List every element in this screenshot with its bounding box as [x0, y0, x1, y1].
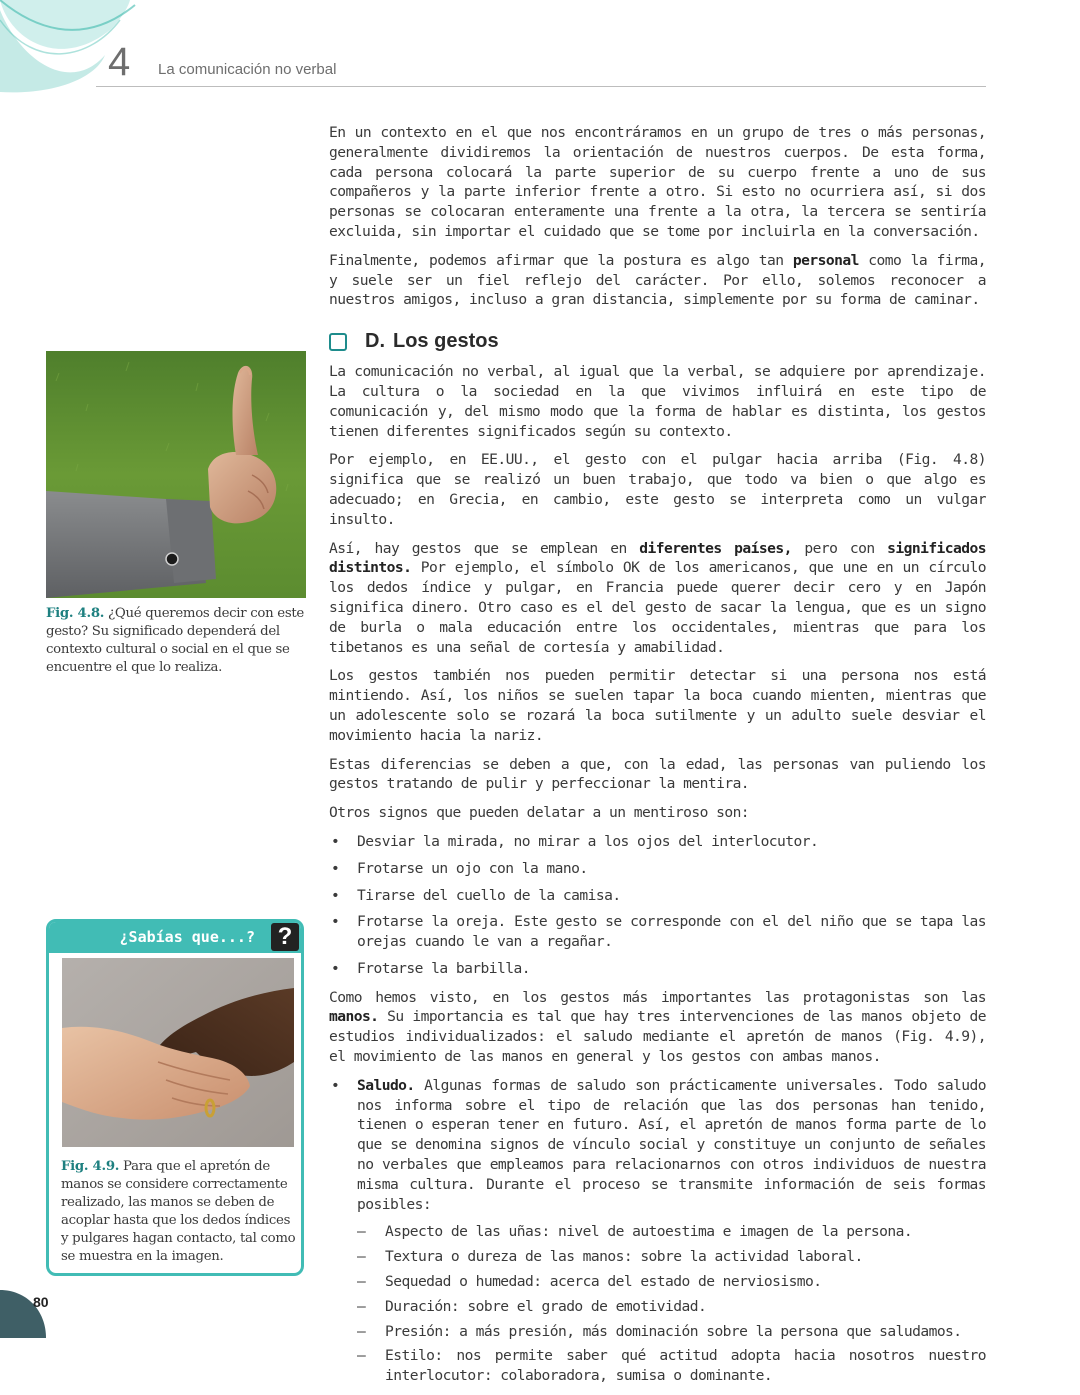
- list-item: – Duración: sobre el grado de emotividad.: [357, 1297, 707, 1315]
- bullet-icon: •: [331, 913, 340, 931]
- gestos-paragraph-4: Los gestos también nos pueden permitir detectar si una persona nos está mintiendo. Así, los niños se suelen tapar la boca cuando mienten, mientras que un adolescente solo se rozará la boca sutilmente y un adulto suele desviar el movimiento hacia la nariz.: [329, 667, 986, 744]
- gestos-paragraph-6: Otros signos que pueden delatar a un mentiroso son:: [329, 804, 750, 822]
- list-item: – Presión: a más presión, más dominación sobre la persona que saludamos.: [357, 1322, 962, 1340]
- page-number: 80: [33, 1294, 49, 1310]
- gestos-paragraph-5: Estas diferencias se deben a que, con la edad, las personas van puliendo los gestos tratando de pulir y perfeccionar la mentira.: [329, 755, 986, 793]
- list-item: • Frotarse la oreja. Este gesto se corresponde con el del niño que se tapa las orejas cuando le van a regañar.: [331, 913, 986, 951]
- list-item: • Frotarse un ojo con la mano.: [331, 859, 588, 877]
- dash-icon: –: [357, 1347, 366, 1365]
- bullet-icon: •: [331, 959, 340, 977]
- sabias-que-header: [49, 922, 301, 953]
- list-item: – Estilo: nos permite saber qué actitud adopta hacia nosotros nuestro interlocutor: colaboradora, sumisa o dominante.: [357, 1347, 986, 1385]
- dash-icon: –: [357, 1223, 366, 1241]
- bullet-icon: •: [331, 886, 340, 904]
- postura-paragraph: Finalmente, podemos afirmar que la postura es algo tan personal como la firma, y suele ser un fiel reflejo del carácter. Por ello, solemos reconocer a nuestros amigos, incluso a gran distancia, simplemente por su forma de caminar.: [329, 251, 986, 309]
- figure-4-8-caption: Fig. 4.8. ¿Qué queremos decir con este gesto? Su significado dependerá del contexto cultural o social en el que se encuentre el que lo realiza.: [46, 606, 304, 675]
- gestos-paragraph-2: Por ejemplo, en EE.UU., el gesto con el pulgar hacia arriba (Fig. 4.8) significa que se realizó un buen trabajo, que todo va bien o que algo es adecuado; en Grecia, en cambio, este gesto se interpreta como un vulgar insulto.: [329, 451, 986, 528]
- main-text-column: [329, 123, 986, 1395]
- bullet-icon: •: [331, 859, 340, 877]
- dash-icon: –: [357, 1248, 366, 1266]
- bullet-icon: •: [331, 1076, 340, 1094]
- list-item: • Desviar la mirada, no mirar a los ojos del interlocutor.: [331, 832, 819, 850]
- gestos-paragraph-3: Así, hay gestos que se emplean en diferentes países, pero con significados distintos. Por ejemplo, el símbolo OK de los americanos, que une en un círculo los dedos índice y pulgar, en Francia puede querer decir cero y en Japón significa dinero. Otro caso es el del gesto de sacar la lengua, que es un signo de burla o mala educación entre los occidentales, mientras que para los tibetanos es una señal de cortesía y amabilidad.: [329, 539, 986, 656]
- section-checkbox-icon: [329, 333, 347, 351]
- list-item: – Sequedad o humedad: acerca del estado de nerviosismo.: [357, 1273, 822, 1291]
- mentiroso-signs-list: [329, 832, 986, 979]
- dash-icon: –: [357, 1322, 366, 1340]
- chapter-title: La comunicación no verbal: [158, 61, 337, 78]
- bullet-icon: •: [331, 832, 340, 850]
- handshake-photo: [62, 958, 294, 1147]
- section-heading: [329, 328, 986, 356]
- list-item: • Tirarse del cuello de la camisa.: [331, 886, 621, 904]
- gestos-paragraph-1: La comunicación no verbal, al igual que la verbal, se adquiere por aprendizaje. La cultura o la sociedad en la que vivimos influirá en este tipo de comunicación y, del mismo modo que la forma de hablar es distinta, los gestos tienen diferentes significados según su contexto.: [329, 363, 986, 440]
- list-item: – Textura o dureza de las manos: sobre la actividad laboral.: [357, 1248, 863, 1266]
- saludo-sublist: [357, 1222, 986, 1386]
- manos-paragraph: Como hemos visto, en los gestos más importantes las protagonistas son las manos. Su importancia es tal que hay tres intervenciones de las manos objeto de estudios individualizados: el saludo mediante el apretón de manos (Fig. 4.9), el movimiento de las manos en general y los gestos con ambas manos.: [329, 988, 986, 1066]
- intro-paragraph: En un contexto en el que nos encontráramos en un grupo de tres o más personas, generalmente dividiremos la orientación de nuestros cuerpos. De esta forma, cada persona colocará la parte superior de su cuerpo frente a uno de sus compañeros y la parte inferior frente a otro. Si esto no ocurriera así, si dos personas se colocaran enteramente una frente a la otra, la tercera se sentiría excluida, sin importar el cuidado que se tome por incluirla en la conversación.: [329, 124, 986, 240]
- dash-icon: –: [357, 1273, 366, 1291]
- section-title: Los gestos: [393, 330, 499, 353]
- chapter-number: 4: [108, 40, 131, 84]
- saludo-list: [329, 1076, 986, 1386]
- sabias-que-box: [46, 919, 304, 1276]
- sabias-que-title: ¿Sabías que...?: [119, 928, 255, 946]
- list-item: • Saludo. Algunas formas de saludo son prácticamente universales. Todo saludo nos informa sobre el tipo de relación que las dos personas han tenido, tienen o esperan tener en futuro. Así, el apretón de manos forma parte de lo que se denomina signos de vínculo social y constituye un conjunto de señales no verbales que empleamos para relacionarnos con otros individuos de nuestra misma cultura. Durante el proceso se transmite información de seis formas posibles: – Aspecto de las uñas: nivel de autoestima e imagen de la persona. – Textura o dureza de las manos: sobre la actividad laboral. – Sequedad o humedad: acerca del estado de nerviosismo. – Duración: sobre el grado de emotividad. – Presión: a más presión, más dominación sobre la persona que saludamos. – Estilo: nos permite saber qué actitud adopta hacia nosotros nuestro interlocutor: colaboradora, sumisa o dominante.: [331, 1076, 986, 1385]
- list-item: • Frotarse la barbilla.: [331, 959, 530, 977]
- figure-4-9-caption: Fig. 4.9. Para que el apretón de manos se considere correctamente realizado, las manos se deben de acoplar hasta que los dedos índices y pulgares hagan contacto, tal como se muestra en la imagen.: [61, 1159, 296, 1264]
- header-rule: [96, 86, 986, 87]
- list-item: – Aspecto de las uñas: nivel de autoestima e imagen de la persona.: [357, 1223, 913, 1241]
- question-mark-icon: ?: [271, 923, 299, 951]
- section-letter: D.: [365, 330, 385, 353]
- dash-icon: –: [357, 1297, 366, 1315]
- thumbs-up-photo: [46, 351, 306, 598]
